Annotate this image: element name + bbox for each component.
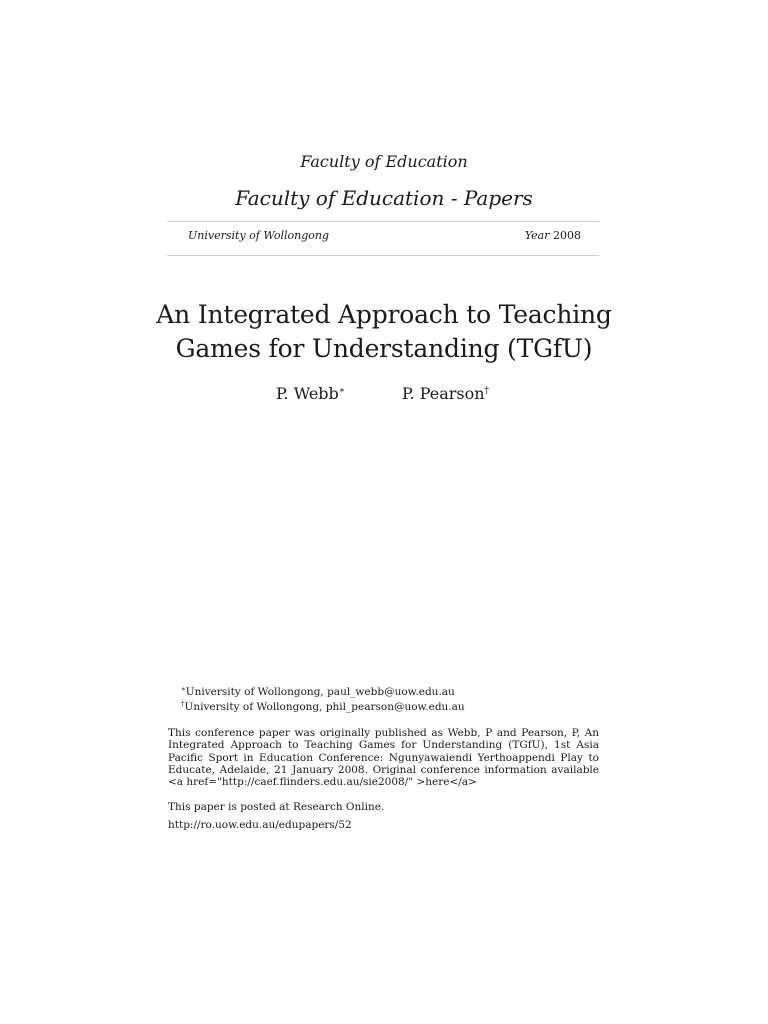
institution-name: University of Wollongong [188,229,330,242]
year-value: 2008 [553,229,581,242]
footnote-text: University of Wollongong, paul_webb@uow.edu.au [185,686,455,698]
footnote-pearson [181,700,465,713]
paper-title-line-1: An Integrated Approach to Teaching [156,300,612,329]
faculty-name: Faculty of Education [300,152,468,171]
publication-note: This conference paper was originally published as Webb, P and Pearson, P, An Integrated Approach to Teaching Games for Understanding (TGfU), 1st Asia Pacific Sport in Education Conference: Ngunyawaiendi Yerthoappendi Play to Educate, Adelaide, 21 January 2008. Original conference information available <a href="http://caef.flinders.edu.au/sie2008/" >here</a> [168,727,599,789]
paper-url-link[interactable]: http://ro.uow.edu.au/edupapers/52 [168,819,352,831]
author-name: P. Pearson [402,384,485,403]
footnote-text: University of Wollongong, phil_pearson@uow.edu.au [184,701,465,713]
author-name: P. Webb [276,384,339,403]
author-footnote-mark: ∗ [338,386,345,396]
footnote-mark: ∗ [181,685,186,693]
footnote-mark: † [181,700,185,708]
year-line [480,229,581,242]
author-footnote-mark: † [484,386,490,396]
header-rule-bottom [167,255,599,256]
footnote-webb [181,685,455,698]
series-title: Faculty of Education - Papers [235,186,533,210]
posted-note: This paper is posted at Research Online. [168,801,385,813]
header-rule-top [167,221,599,222]
author-webb [276,384,345,403]
paper-title [0,298,768,366]
paper-title-line-2: Games for Understanding (TGfU) [175,334,593,363]
year-label: Year [524,229,550,242]
author-pearson [402,384,489,403]
